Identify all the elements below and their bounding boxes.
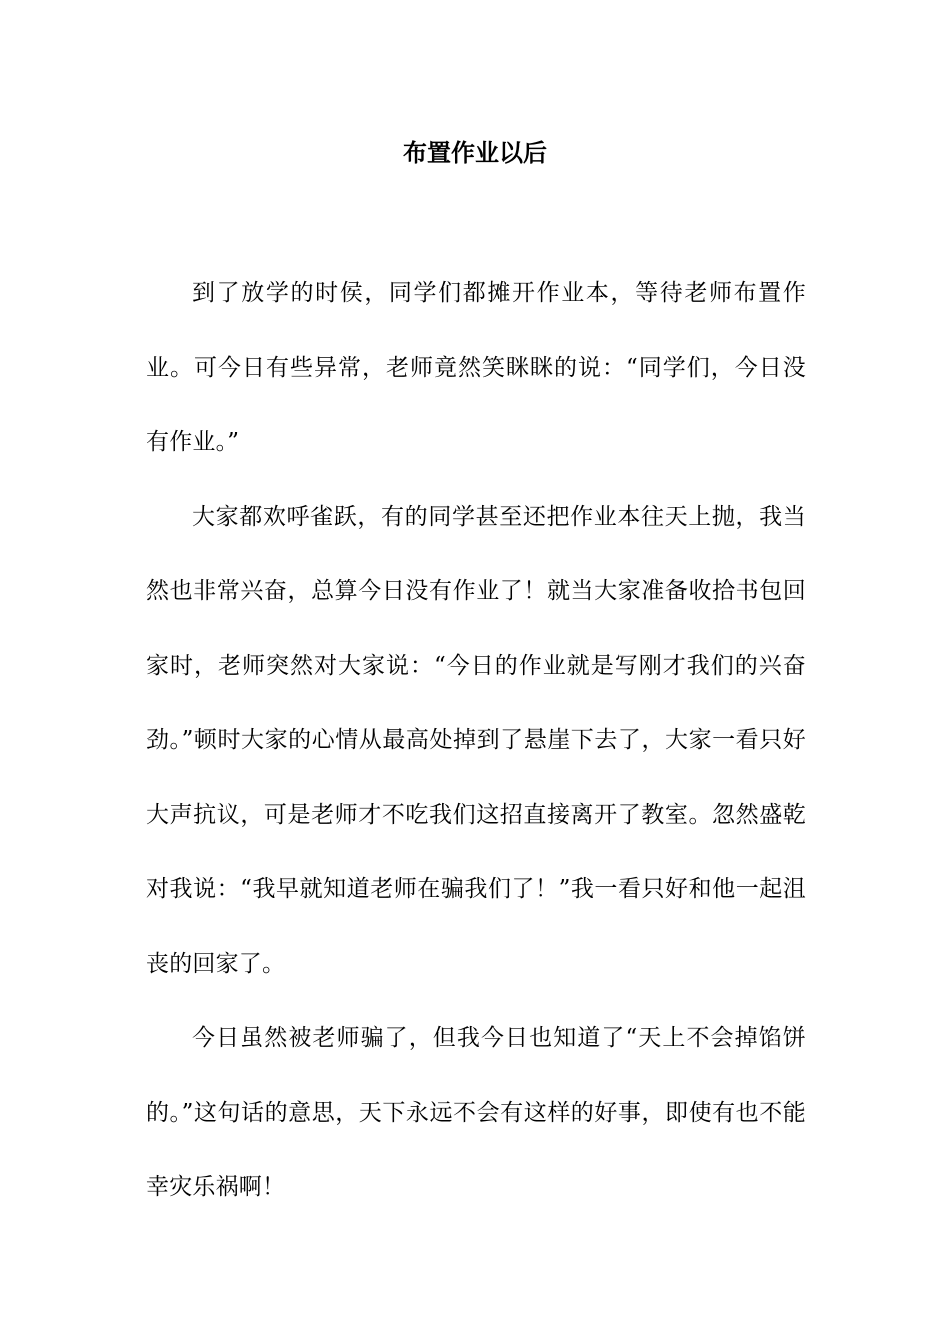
document-title: 布置作业以后 bbox=[403, 138, 547, 167]
paragraph-2: 大家都欢呼雀跃，有的同学甚至还把作业本往天上抛，我当然也非常兴奋，总算今日没有作业了！就当大家准备收拾书包回家时，老师突然对大家说：“今日的作业就是写刚才我们的兴奋劲。”顿时大家的心情从最高处掉到了悬崖下去了，大家一看只好大声抗议，可是老师才不吃我们这招直接离开了教室。忽然盛乾对我说：“我早就知道老师在骗我们了！”我一看只好和他一起沮丧的回家了。 bbox=[146, 503, 806, 977]
paragraph-1: 到了放学的时侯，同学们都摊开作业本，等待老师布置作业。可今日有些异常，老师竟然笑眯眯的说：“同学们，今日没有作业。” bbox=[146, 280, 806, 455]
document-body bbox=[146, 256, 806, 1225]
paragraph-3: 今日虽然被老师骗了，但我今日也知道了“天上不会掉馅饼的。”这句话的意思，天下永远不会有这样的好事，即使有也不能幸灾乐祸啊！ bbox=[146, 1025, 806, 1200]
